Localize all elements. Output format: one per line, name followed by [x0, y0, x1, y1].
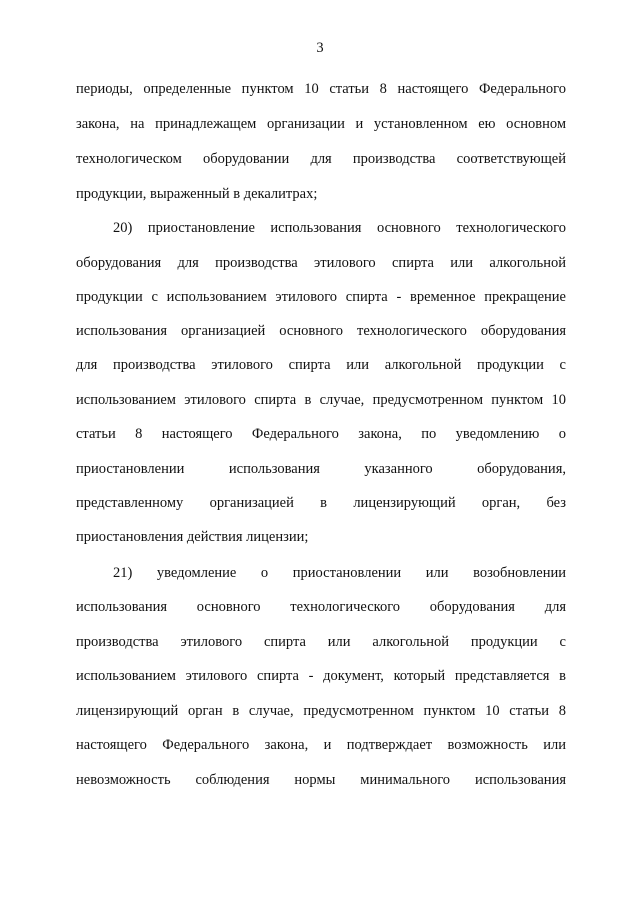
text-line: продукции, выраженный в декалитрах; [76, 186, 318, 202]
text-line: оборудования для производства этилового спирта или алкогольной [76, 255, 566, 271]
text-line: лицензирующий орган в случае, предусмотренном пунктом 10 статьи 8 [76, 703, 566, 719]
text-line: использования организацией основного технологического оборудования [76, 323, 566, 339]
text-line: использования основного технологического оборудования для [76, 599, 566, 615]
text-line: для производства этилового спирта или алкогольной продукции с [76, 357, 566, 373]
text-line: использованием этилового спирта в случае, предусмотренном пунктом 10 [76, 392, 566, 408]
text-line: продукции с использованием этилового спирта - временное прекращение [76, 289, 566, 305]
text-line: представленному организацией в лицензирующий орган, без [76, 495, 566, 511]
text-line: технологическом оборудовании для производства соответствующей [76, 151, 566, 167]
text-line: закона, на принадлежащем организации и установленном ею основном [76, 116, 566, 132]
text-line: невозможность соблюдения нормы минимального использования [76, 772, 566, 788]
text-line: настоящего Федерального закона, и подтверждает возможность или [76, 737, 566, 753]
page-number: 3 [316, 40, 324, 56]
text-line: периоды, определенные пунктом 10 статьи 8 настоящего Федерального [76, 81, 566, 97]
text-line: приостановлении использования указанного оборудования, [76, 461, 566, 477]
text-line: приостановления действия лицензии; [76, 529, 309, 545]
text-line: 20) приостановление использования основного технологического [113, 220, 566, 236]
text-line: производства этилового спирта или алкогольной продукции с [76, 634, 566, 650]
text-line: использованием этилового спирта - документ, который представляется в [76, 668, 566, 684]
text-line: 21) уведомление о приостановлении или возобновлении [113, 565, 566, 581]
text-line: статьи 8 настоящего Федерального закона, по уведомлению о [76, 426, 566, 442]
